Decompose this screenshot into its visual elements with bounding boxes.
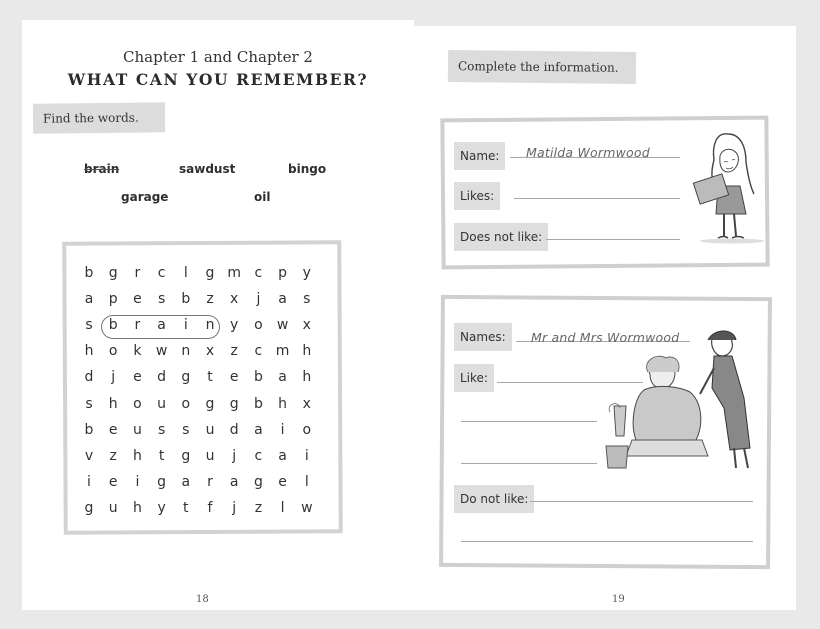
grid-letter[interactable]: g [108, 265, 118, 281]
grid-letter[interactable]: u [157, 395, 167, 412]
grid-letter[interactable]: x [302, 317, 311, 334]
dislike-line-1[interactable] [530, 501, 753, 502]
grid-letter[interactable]: a [181, 473, 191, 490]
name-label: Name: [454, 142, 505, 170]
grid-letter[interactable]: l [304, 473, 309, 490]
word-brain: brain [84, 162, 120, 176]
grid-letter[interactable]: g [229, 395, 239, 412]
grid-letter[interactable]: c [157, 265, 166, 281]
grid-letter[interactable]: y [230, 317, 239, 334]
like-line-3[interactable] [461, 463, 597, 464]
dislike-line-2[interactable] [461, 541, 753, 542]
grid-letter[interactable]: d [229, 421, 239, 438]
names-label: Names: [454, 323, 512, 351]
word-sawdust: sawdust [179, 162, 236, 176]
grid-letter[interactable]: b [253, 369, 263, 386]
grid-letter[interactable]: a [229, 473, 239, 490]
grid-letter[interactable]: r [134, 265, 141, 281]
found-word-circle [101, 315, 220, 339]
grid-letter[interactable]: z [109, 447, 117, 464]
word-garage: garage [121, 190, 169, 204]
grid-letter[interactable]: i [87, 473, 91, 490]
page-heading: WHAT CAN YOU REMEMBER? [67, 70, 369, 89]
grid-letter[interactable]: z [254, 499, 263, 516]
grid-letter[interactable]: h [132, 499, 142, 516]
dislike-label: Do not like: [454, 485, 534, 513]
grid-letter[interactable]: s [85, 317, 93, 334]
grid-letter[interactable]: h [278, 395, 288, 412]
grid-letter[interactable]: r [134, 317, 141, 334]
grid-letter[interactable]: l [280, 499, 285, 516]
grid-letter[interactable]: j [111, 369, 116, 386]
dislikes-label: Does not like: [454, 223, 548, 251]
grid-letter[interactable]: h [302, 369, 312, 386]
page-number-left: 18 [196, 594, 209, 605]
grid-letter[interactable]: u [205, 421, 215, 438]
find-words-instruction: Find the words. [33, 102, 165, 133]
matilda-illustration [688, 126, 768, 246]
likes-label: Likes: [454, 182, 500, 210]
grid-letter[interactable]: t [207, 369, 213, 386]
grid-letter[interactable]: b [253, 395, 263, 412]
grid-letter[interactable]: s [85, 395, 93, 412]
grid-letter[interactable]: e [278, 473, 287, 490]
wormwood-parents-illustration [604, 328, 774, 478]
like-line-2[interactable] [461, 421, 597, 422]
grid-letter[interactable]: e [133, 369, 142, 386]
grid-letter[interactable]: k [133, 343, 142, 360]
grid-letter[interactable]: g [205, 265, 215, 281]
grid-letter[interactable]: u [132, 421, 142, 438]
grid-letter[interactable]: i [183, 317, 188, 334]
grid-letter[interactable]: h [132, 447, 142, 464]
grid-letter[interactable]: c [254, 447, 263, 464]
grid-letter[interactable]: n [181, 343, 191, 360]
grid-letter[interactable]: o [133, 395, 142, 412]
grid-letter[interactable]: w [301, 499, 313, 516]
grid-letter[interactable]: h [302, 343, 312, 360]
grid-letter[interactable]: u [108, 499, 118, 516]
grid-letter[interactable]: p [108, 291, 118, 308]
grid-letter[interactable]: t [183, 499, 189, 516]
complete-info-instruction: Complete the information. [448, 50, 636, 84]
grid-letter[interactable]: z [230, 343, 238, 360]
like-label: Like: [454, 364, 494, 392]
grid-letter[interactable]: i [304, 447, 309, 464]
names-value[interactable]: Mr and Mrs Wormwood [531, 330, 680, 345]
grid-letter[interactable]: x [230, 291, 239, 308]
grid-letter[interactable]: a [278, 447, 287, 464]
grid-letter[interactable]: s [157, 291, 166, 308]
word-oil: oil [254, 190, 271, 204]
grid-letter[interactable]: j [232, 447, 237, 464]
grid-letter[interactable]: b [84, 421, 94, 438]
grid-letter[interactable]: b [84, 265, 94, 281]
grid-letter[interactable]: l [183, 265, 188, 281]
grid-letter[interactable]: s [182, 421, 190, 438]
grid-letter[interactable]: b [108, 317, 118, 334]
likes-line[interactable] [514, 198, 680, 199]
grid-letter[interactable]: p [278, 265, 288, 281]
grid-letter[interactable]: a [157, 317, 166, 334]
grid-letter[interactable]: g [181, 447, 191, 464]
grid-letter[interactable]: z [206, 291, 214, 308]
grid-letter[interactable]: e [133, 291, 142, 308]
word-bingo: bingo [288, 162, 327, 176]
grid-letter[interactable]: e [108, 421, 118, 438]
grid-letter[interactable]: s [303, 291, 311, 308]
word-search-grid [62, 240, 343, 534]
grid-letter[interactable]: o [181, 395, 191, 412]
grid-letter[interactable]: o [254, 317, 263, 334]
grid-letter[interactable]: c [254, 265, 263, 281]
grid-letter[interactable]: i [135, 473, 140, 490]
grid-letter[interactable]: g [84, 499, 94, 516]
grid-letter[interactable]: a [254, 421, 263, 438]
grid-letter[interactable]: g [157, 473, 167, 490]
grid-letter[interactable]: i [280, 421, 285, 438]
grid-letter[interactable]: w [155, 343, 168, 360]
grid-letter[interactable]: j [232, 499, 237, 516]
grid-letter[interactable]: x [205, 343, 215, 360]
grid-letter[interactable]: f [207, 499, 213, 516]
grid-letter[interactable]: d [157, 369, 167, 386]
grid-letter[interactable]: g [253, 473, 263, 490]
chapter-title: Chapter 1 and Chapter 2 [123, 48, 313, 66]
grid-letter[interactable]: e [108, 473, 118, 490]
grid-letter[interactable]: r [207, 473, 213, 490]
grid-letter[interactable]: g [205, 395, 215, 412]
grid-letter[interactable]: t [158, 447, 165, 464]
grid-letter[interactable]: g [181, 369, 191, 386]
grid-letter[interactable]: j [256, 291, 261, 308]
grid-letter[interactable]: s [157, 421, 166, 438]
page-number-right: 19 [612, 594, 625, 605]
grid-letter[interactable]: y [157, 499, 166, 516]
grid-letter[interactable]: h [108, 395, 118, 412]
name-value[interactable]: Matilda Wormwood [526, 145, 650, 160]
dislikes-line[interactable] [546, 239, 680, 240]
grid-letter[interactable]: o [302, 421, 312, 438]
grid-letter[interactable]: m [227, 265, 241, 281]
grid-letter[interactable]: a [84, 291, 94, 308]
grid-letter[interactable]: u [205, 447, 215, 464]
grid-letter[interactable]: c [254, 343, 263, 360]
grid-letter[interactable]: d [84, 369, 94, 386]
grid-letter[interactable]: o [108, 343, 118, 360]
grid-letter[interactable]: w [276, 317, 289, 334]
grid-letter[interactable]: e [229, 369, 239, 386]
grid-letter[interactable]: a [278, 369, 287, 386]
grid-letter[interactable]: a [278, 291, 287, 308]
grid-letter[interactable]: y [302, 265, 311, 281]
grid-letter[interactable]: x [302, 395, 311, 412]
grid-letter[interactable]: b [181, 291, 191, 308]
grid-letter[interactable]: v [84, 447, 94, 464]
grid-letter[interactable]: n [205, 317, 215, 334]
grid-letter[interactable]: m [275, 343, 290, 360]
grid-letter[interactable]: h [84, 343, 94, 360]
